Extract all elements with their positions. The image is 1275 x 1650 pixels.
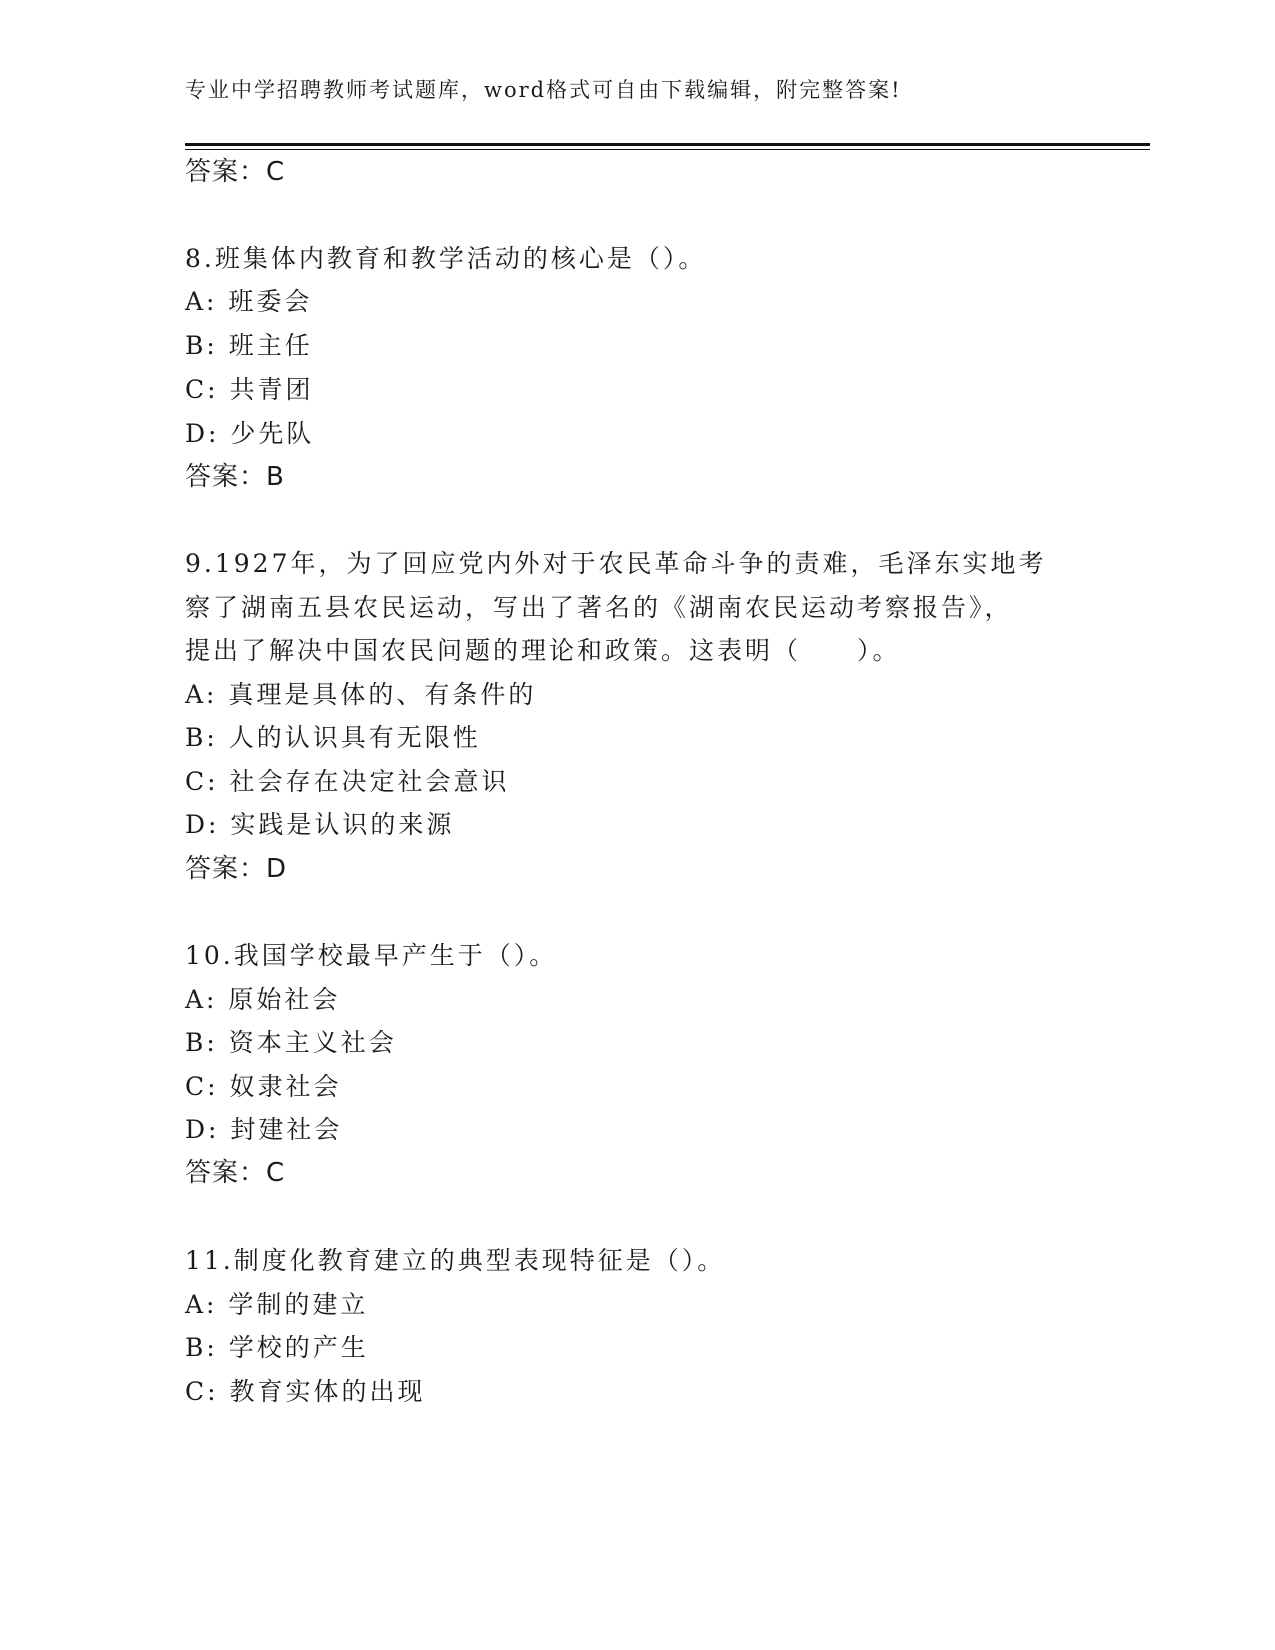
q8-answer: 答案：B bbox=[185, 462, 285, 492]
q9-question-line1: 9.1927年，为了回应党内外对于农民革命斗争的责难，毛泽东实地考 bbox=[185, 549, 1047, 578]
q8-option-c: C: 共青团 bbox=[185, 375, 314, 404]
q9-question-line3: 提出了解决中国农民问题的理论和政策。这表明（ ）。 bbox=[185, 636, 901, 665]
q10-option-a: A: 原始社会 bbox=[185, 985, 341, 1014]
header-rule-thin bbox=[185, 149, 1150, 150]
prev-answer: 答案：C bbox=[185, 157, 286, 187]
q10-option-b: B: 资本主义社会 bbox=[185, 1028, 397, 1057]
page-header: 专业中学招聘教师考试题库，word格式可自由下载编辑，附完整答案! bbox=[185, 78, 902, 102]
q9-question-line2: 察了湖南五县农民运动，写出了著名的《湖南农民运动考察报告》， bbox=[185, 593, 1013, 622]
q10-option-c: C: 奴隶社会 bbox=[185, 1072, 342, 1101]
q9-option-a: A: 真理是具体的、有条件的 bbox=[185, 680, 537, 709]
q9-option-c: C: 社会存在决定社会意识 bbox=[185, 767, 510, 796]
q8-option-d: D: 少先队 bbox=[185, 419, 315, 448]
q9-option-b: B: 人的认识具有无限性 bbox=[185, 723, 481, 752]
q8-option-a: A: 班委会 bbox=[185, 287, 313, 316]
q10-question: 10.我国学校最早产生于（）。 bbox=[185, 941, 558, 970]
q8-question: 8.班集体内教育和教学活动的核心是（）。 bbox=[185, 244, 707, 273]
header-rule-thick bbox=[185, 143, 1150, 146]
q10-answer: 答案：C bbox=[185, 1158, 286, 1188]
q8-option-b: B: 班主任 bbox=[185, 331, 313, 360]
q11-option-c: C: 教育实体的出现 bbox=[185, 1377, 426, 1406]
q9-answer: 答案：D bbox=[185, 854, 288, 884]
q9-option-d: D: 实践是认识的来源 bbox=[185, 810, 455, 839]
q11-option-a: A: 学制的建立 bbox=[185, 1290, 369, 1319]
q11-question: 11.制度化教育建立的典型表现特征是（）。 bbox=[185, 1246, 726, 1275]
q10-option-d: D: 封建社会 bbox=[185, 1115, 343, 1144]
q11-option-b: B: 学校的产生 bbox=[185, 1333, 369, 1362]
